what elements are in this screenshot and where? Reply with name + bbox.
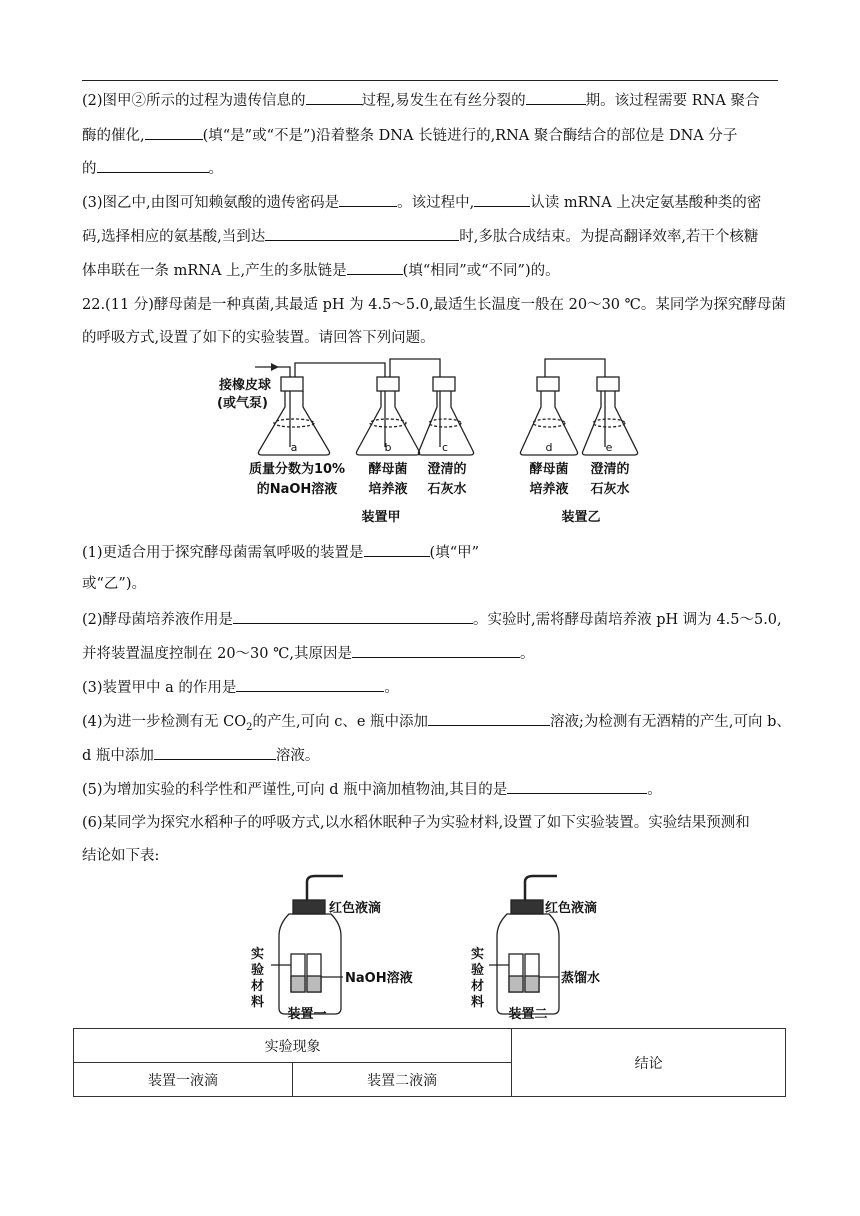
answer-blank[interactable] — [145, 125, 203, 140]
text: 。该过程中, — [397, 195, 475, 211]
stopper — [511, 900, 543, 914]
q22-line-2: 的呼吸方式,设置了如下的实验装置。请回答下列问题。 — [82, 330, 435, 346]
answer-blank[interactable] — [364, 542, 430, 557]
material-label: 实 — [471, 947, 485, 962]
text: 酶的催化, — [82, 128, 145, 144]
flask-letter: a — [290, 441, 298, 454]
drop-label: 红色液滴 — [545, 901, 598, 916]
answer-blank[interactable] — [233, 609, 473, 624]
text: (3)图乙中,由图可知赖氨酸的遗传密码是 — [82, 195, 340, 211]
text: 并将装置温度控制在 20～30 ℃,其原因是 — [82, 646, 352, 662]
p5-line-1 — [82, 779, 662, 800]
text: 时,多肽合成结束。为提高翻译效率,若干个核糖 — [459, 229, 759, 245]
bulb-label: 接橡皮球 — [219, 378, 272, 393]
q2-line-3 — [82, 158, 223, 179]
text: 溶液;为检测有无酒精的产生,可向 b、 — [550, 714, 791, 730]
apparatus-figure-2 — [245, 872, 645, 1024]
p1-line-1 — [82, 542, 479, 563]
connecting-tube — [295, 363, 385, 391]
conclusion-header: 结论 — [512, 1029, 786, 1097]
answer-blank[interactable] — [507, 779, 647, 794]
flask-caption: 培养液 — [368, 482, 408, 497]
answer-blank[interactable] — [236, 677, 384, 692]
text: 认读 mRNA 上决定氨基酸种类的密 — [530, 195, 762, 211]
text: (填“甲” — [429, 545, 480, 561]
answer-blank[interactable] — [428, 711, 550, 726]
p2-line-1 — [82, 609, 782, 630]
text: 溶液。 — [275, 748, 320, 764]
material-label: 料 — [251, 995, 265, 1010]
phenomenon-header: 实验现象 — [74, 1029, 512, 1063]
subscript: 2 — [246, 721, 253, 733]
flask-letter: b — [384, 441, 392, 454]
answer-blank[interactable] — [339, 192, 397, 207]
material-label: 材 — [471, 979, 485, 994]
text: 。 — [519, 646, 535, 662]
p3-line-1 — [82, 677, 399, 698]
q22-line-1: 22.(11 分)酵母菌是一种真菌,其最适 pH 为 4.5～5.0,最适生长温度一般在 20～30 ℃。某同学为探究酵母菌 — [82, 297, 786, 313]
material-label: 验 — [471, 963, 485, 978]
flask-caption: 澄清的 — [427, 462, 467, 477]
text: 的产生,可向 c、e 瓶中添加 — [252, 714, 429, 730]
p4-line-1 — [82, 711, 791, 738]
flask-caption: 培养液 — [529, 482, 569, 497]
answer-blank[interactable] — [265, 226, 459, 241]
jar-one — [271, 876, 343, 1014]
flask-caption: 的NaOH溶液 — [256, 482, 338, 497]
stopper — [293, 900, 325, 914]
answer-blank[interactable] — [306, 90, 362, 105]
text: 。 — [384, 680, 399, 696]
material-label: 验 — [251, 963, 265, 978]
flask-letter: e — [605, 441, 613, 454]
text: (4)为进一步检测有无 CO — [82, 714, 247, 730]
text: (2)酵母菌培养液作用是 — [82, 612, 234, 628]
answer-blank[interactable] — [347, 260, 403, 275]
col-header-setup-one: 装置一液滴 — [74, 1063, 293, 1097]
flask-caption: 石灰水 — [427, 482, 467, 497]
flask-letter: d — [545, 441, 553, 454]
p1-line-2: 或“乙”)。 — [82, 576, 146, 592]
text: 。 — [647, 782, 662, 798]
p6-line-1: (6)某同学为探究水稻种子的呼吸方式,以水稻休眠种子为实验材料,设置了如下实验装置。实验结果预测和 — [82, 815, 750, 831]
flask-caption: 酵母菌 — [529, 462, 569, 477]
results-table — [73, 1028, 786, 1097]
material-label: 材 — [251, 979, 265, 994]
text: 码,选择相应的氨基酸,当到达 — [82, 229, 266, 245]
drop-label: 红色液滴 — [329, 901, 382, 916]
answer-blank[interactable] — [526, 90, 586, 105]
text: (填“相同”或“不同”)的。 — [402, 263, 560, 279]
text: 的 — [82, 161, 97, 177]
apparatus-figure-1 — [215, 355, 655, 535]
text: 过程,易发生在有丝分裂的 — [361, 93, 526, 109]
q3-line-2 — [82, 226, 758, 247]
text: (3)装置甲中 a 的作用是 — [82, 680, 237, 696]
material-label: 实 — [251, 947, 265, 962]
text: (5)为增加实验的科学性和严谨性,可向 d 瓶中滴加植物油,其目的是 — [82, 782, 508, 798]
text: 。实验时,需将酵母菌培养液 pH 调为 4.5～5.0, — [473, 612, 782, 628]
q3-line-1 — [82, 192, 761, 213]
text: (1)更适合用于探究酵母菌需氧呼吸的装置是 — [82, 545, 364, 561]
answer-blank[interactable] — [154, 745, 276, 760]
q3-line-3 — [82, 260, 560, 281]
flask-caption: 澄清的 — [590, 462, 630, 477]
answer-blank[interactable] — [474, 192, 530, 207]
setup-label: 装置甲 — [361, 510, 401, 525]
text: d 瓶中添加 — [82, 748, 154, 764]
flask-caption: 质量分数为10% — [248, 462, 346, 477]
answer-blank[interactable] — [352, 643, 520, 658]
q2-line-2 — [82, 125, 737, 146]
water-label: 蒸馏水 — [561, 971, 601, 986]
setup-label: 装置一 — [287, 1007, 327, 1022]
answer-blank[interactable] — [97, 158, 209, 173]
p4-line-2 — [82, 745, 319, 766]
text: (2)图甲②所示的过程为遗传信息的 — [82, 93, 306, 109]
header-rule — [82, 80, 778, 81]
bulb-label: (或气泵) — [217, 396, 268, 411]
setup-label: 装置二 — [508, 1007, 548, 1022]
flask-letter: c — [441, 441, 449, 454]
col-header-setup-two: 装置二液滴 — [293, 1063, 512, 1097]
naoh-label: NaOH溶液 — [345, 971, 413, 986]
p6-line-2: 结论如下表: — [82, 848, 160, 864]
p2-line-2 — [82, 643, 534, 664]
text: 期。该过程需要 RNA 聚合 — [585, 93, 760, 109]
text: 体串联在一条 mRNA 上,产生的多肽链是 — [82, 263, 347, 279]
flask-caption: 酵母菌 — [368, 462, 408, 477]
jar-two — [489, 876, 559, 1014]
flask-caption: 石灰水 — [590, 482, 630, 497]
text: (填“是”或“不是”)沿着整条 DNA 长链进行的,RNA 聚合酶结合的部位是 DNA 分子 — [202, 128, 738, 144]
text: 。 — [208, 161, 223, 177]
setup-label: 装置乙 — [561, 510, 601, 525]
material-label: 料 — [471, 995, 485, 1010]
q2-line-1 — [82, 90, 759, 111]
